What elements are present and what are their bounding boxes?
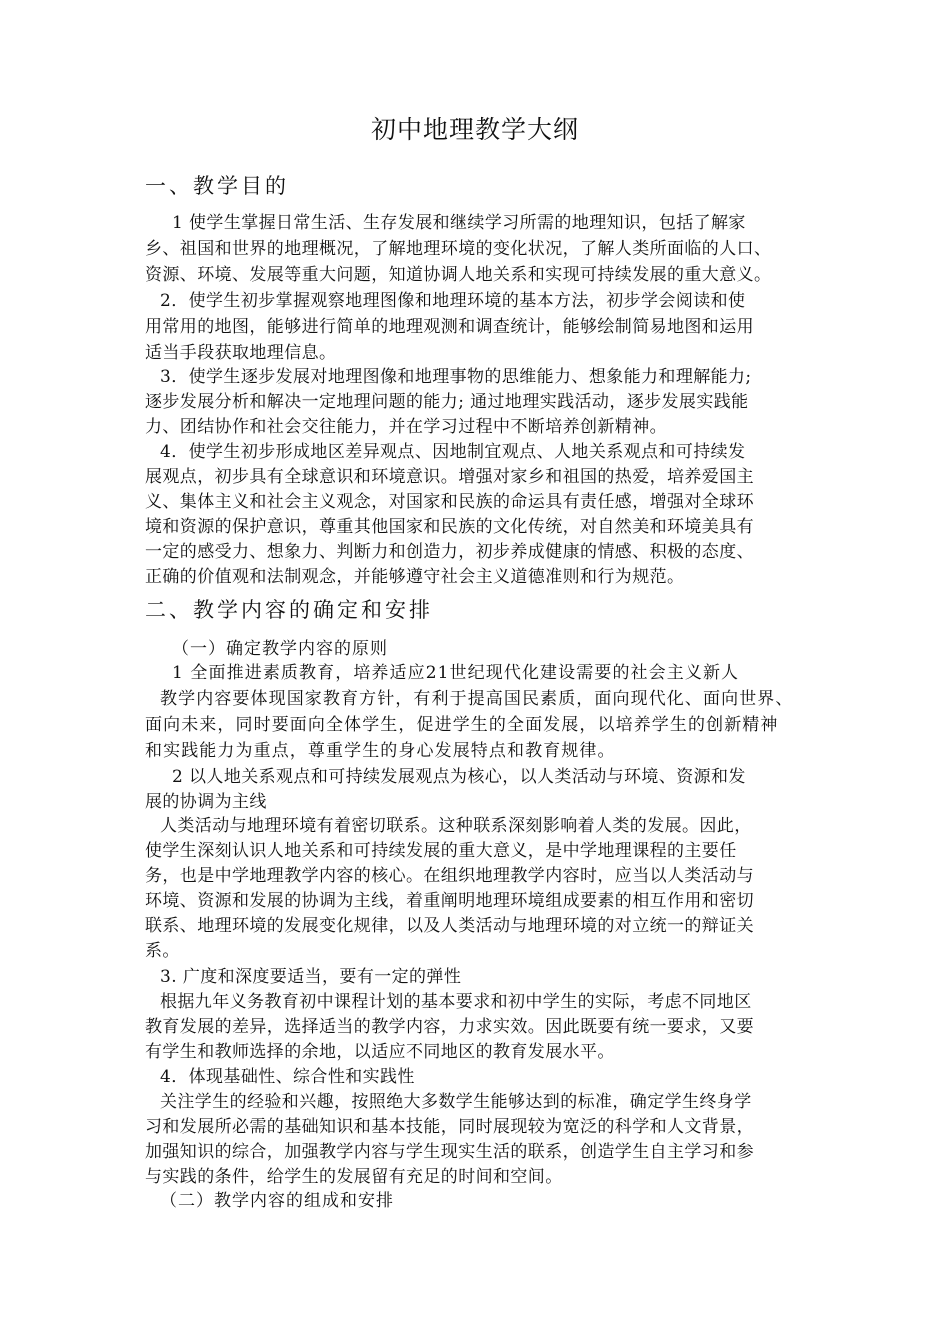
paragraph-line: 加强知识的综合，加强教学内容与学生现实生活的联系，创造学生自主学习和参: [145, 1142, 754, 1162]
paragraph-line: 义、集体主义和社会主义观念，对国家和民族的命运具有责任感，增强对全球环: [145, 492, 754, 512]
paragraph-line: 4．使学生初步形成地区差异观点、因地制宜观点、人地关系观点和可持续发: [160, 442, 746, 462]
paragraph-line: 教学内容要体现国家教育方针，有利于提高国民素质，面向现代化、面向世界、: [160, 689, 794, 709]
document-title: 初中地理教学大纲: [370, 115, 579, 144]
paragraph-line: 教育发展的差异，选择适当的教学内容，力求实效。因此既要有统一要求，又要: [145, 1017, 754, 1037]
paragraph-line: 资源、环境、发展等重大问题，知道协调人地关系和实现可持续发展的重大意义。: [145, 265, 772, 285]
paragraph-line: 环境、资源和发展的协调为主线，着重阐明地理环境组成要素的相互作用和密切: [145, 891, 754, 911]
paragraph-line: 有学生和教师选择的余地，以适应不同地区的教育发展水平。: [145, 1042, 615, 1062]
paragraph-line: 3．使学生逐步发展对地理图像和地理事物的思维能力、想象能力和理解能力;: [160, 367, 752, 387]
subsection-heading: （一）确定教学内容的原则: [172, 639, 388, 659]
paragraph-line: 使学生深刻认识人地关系和可持续发展的重大意义，是中学地理课程的主要任: [145, 841, 737, 861]
paragraph-line: 根据九年义务教育初中课程计划的基本要求和初中学生的实际，考虑不同地区: [160, 992, 752, 1012]
paragraph-line: 用常用的地图，能够进行简单的地理观测和调查统计，能够绘制简易地图和运用: [145, 317, 754, 337]
paragraph-line: 展的协调为主线: [145, 792, 267, 812]
subsection-heading: （二）教学内容的组成和安排: [160, 1191, 394, 1211]
paragraph-line: 4．体现基础性、综合性和实践性: [160, 1067, 415, 1087]
paragraph-line: 境和资源的保护意识，尊重其他国家和民族的文化传统，对自然美和环境美具有: [145, 517, 754, 537]
paragraph-line: 正确的价值观和法制观念，并能够遵守社会主义道德准则和行为规范。: [145, 567, 685, 587]
paragraph-line: 系。: [145, 941, 180, 961]
paragraph-line: 和实践能力为重点，尊重学生的身心发展特点和教育规律。: [145, 741, 616, 761]
paragraph-line: 适当手段获取地理信息。: [145, 343, 337, 363]
paragraph-line: 习和发展所必需的基础知识和基本技能，同时展现较为宽泛的科学和人文背景，: [145, 1117, 754, 1137]
section-heading-1: 一、教学目的: [145, 174, 289, 198]
paragraph-line: 2 以人地关系观点和可持续发展观点为核心，以人类活动与环境、资源和发: [172, 767, 746, 787]
paragraph-line: 2．使学生初步掌握观察地理图像和地理环境的基本方法，初步学会阅读和使: [160, 291, 746, 311]
paragraph-line: 务，也是中学地理教学内容的核心。在组织地理教学内容时，应当以人类活动与: [145, 866, 754, 886]
paragraph-line: 面向未来，同时要面向全体学生，促进学生的全面发展，以培养学生的创新精神: [145, 715, 779, 735]
paragraph-line: 力、团结协作和社会交往能力，并在学习过程中不断培养创新精神。: [145, 417, 667, 437]
paragraph-line: 1 使学生掌握日常生活、生存发展和继续学习所需的地理知识，包括了解家: [172, 213, 746, 233]
paragraph-line: 关注学生的经验和兴趣，按照绝大多数学生能够达到的标准，确定学生终身学: [160, 1092, 752, 1112]
paragraph-line: 与实践的条件，给学生的发展留有充足的时间和空间。: [145, 1167, 563, 1187]
paragraph-line: 3. 广度和深度要适当，要有一定的弹性: [160, 967, 462, 987]
paragraph-line: 逐步发展分析和解决一定地理问题的能力; 通过地理实践活动，逐步发展实践能: [145, 392, 749, 412]
paragraph-line: 一定的感受力、想象力、判断力和创造力，初步养成健康的情感、积极的态度、: [145, 542, 754, 562]
paragraph-line: 展观点，初步具有全球意识和环境意识。增强对家乡和祖国的热爱，培养爱国主: [145, 467, 754, 487]
paragraph-line: 乡、祖国和世界的地理概况，了解地理环境的变化状况，了解人类所面临的人口、: [145, 239, 772, 259]
paragraph-line: 联系、地理环境的发展变化规律，以及人类活动与地理环境的对立统一的辩证关: [145, 916, 754, 936]
paragraph-line: 人类活动与地理环境有着密切联系。这种联系深刻影响着人类的发展。因此，: [160, 816, 752, 836]
paragraph-line: 1 全面推进素质教育，培养适应21世纪现代化建设需要的社会主义新人: [172, 663, 740, 683]
section-heading-2: 二、教学内容的确定和安排: [145, 598, 433, 622]
